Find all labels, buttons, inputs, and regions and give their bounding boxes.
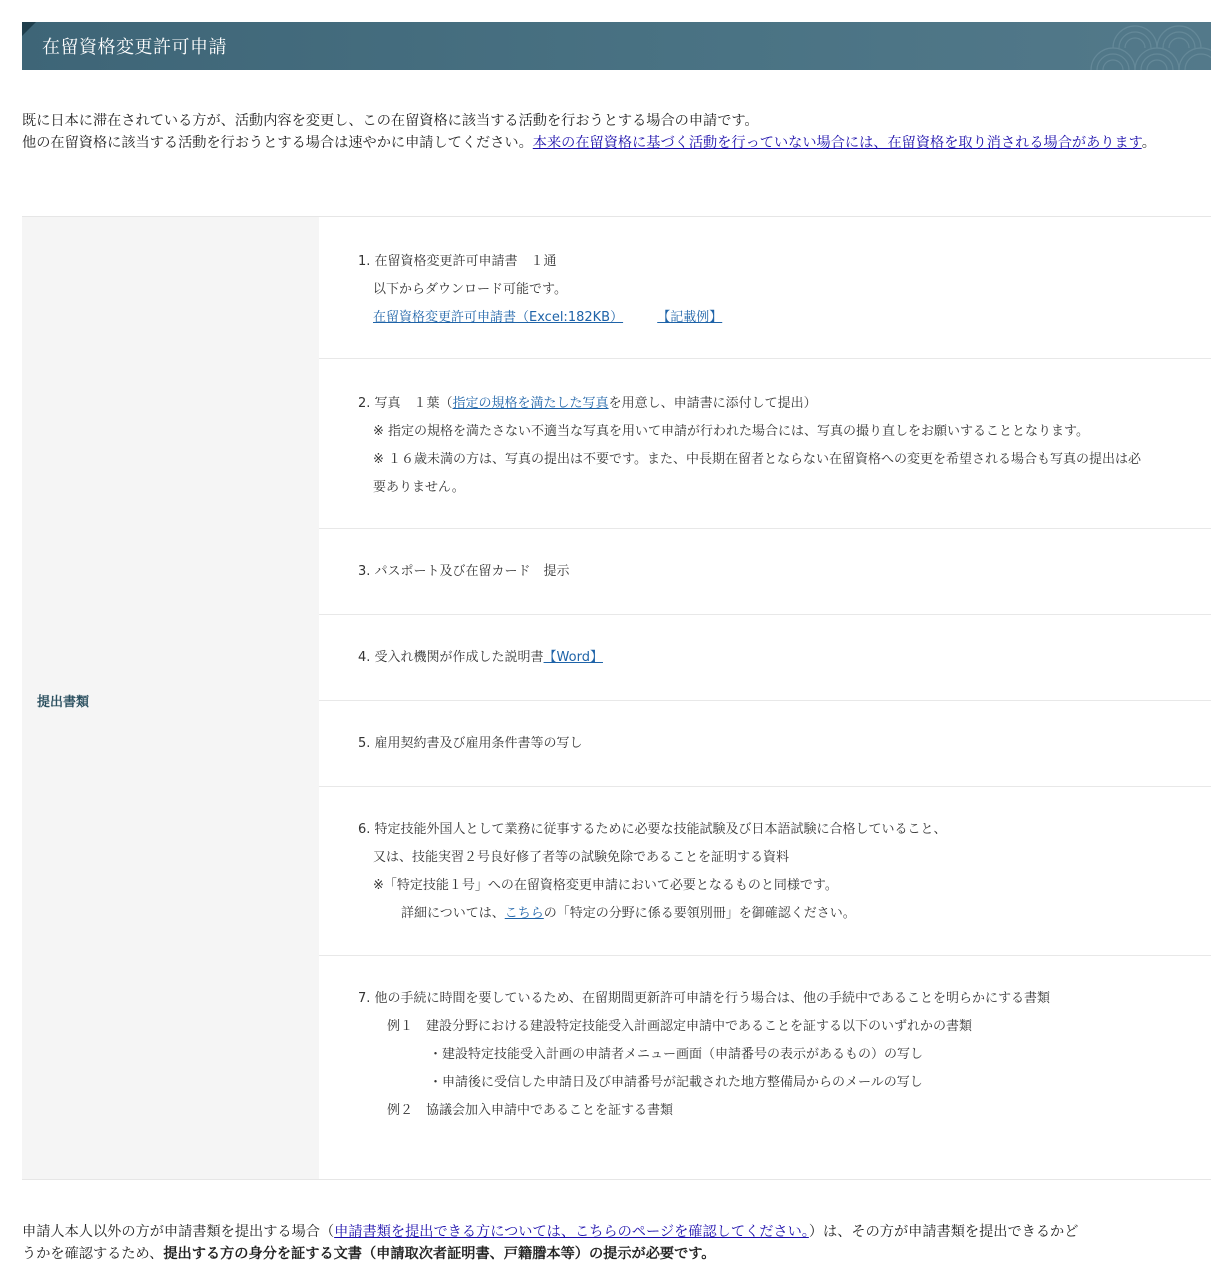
footer-line-2: うかを確認するため、提出する方の身分を証する文書（申請取次者証明書、戸籍謄本等）の提示が必要です。	[22, 1246, 716, 1262]
intro-line-2: 他の在留資格に該当する活動を行おうとする場合は速やかに申請してください。本来の在留資格に基づく活動を行っていない場合には、在留資格を取り消される場合があります。	[22, 135, 1156, 151]
document-item-7-example-1-b: ・申請後に受信した申請日及び申請番号が記載された地方整備局からのメールの写し	[429, 1075, 923, 1090]
submitter-info-link[interactable]: 申請書類を提出できる方については、こちらのページを確認してください。	[334, 1224, 809, 1240]
document-item-6-line-4: 詳細については、こちらの「特定の分野に係る要領別冊」を御確認ください。	[401, 906, 856, 921]
field-manual-link[interactable]: こちら	[504, 906, 544, 921]
document-item-3	[319, 529, 1211, 615]
document-item-1-sub: 以下からダウンロード可能です。	[373, 282, 567, 297]
document-item-7	[319, 956, 1211, 1181]
documents-table	[22, 216, 1211, 1180]
document-item-7-example-1: 例１ 建設分野における建設特定技能受入計画認定申請中であることを証する以下のいずれかの書類	[387, 1019, 973, 1034]
document-item-2-note-2: ※ １６歳未満の方は、写真の提出は不要です。また、中長期在留者とならない在留資格への変更を希望される場合も写真の提出は必	[373, 452, 1141, 467]
document-item-2-note-2-cont: 要ありません。	[373, 480, 465, 495]
document-item-7-example-1-a: ・建設特定技能受入計画の申請者メニュー画面（申請番号の表示があるもの）の写し	[429, 1047, 924, 1062]
intro-paragraph	[22, 110, 1212, 154]
document-item-4-text: 4. 受入れ機関が作成した説明書【Word】	[358, 650, 603, 665]
document-item-6-line-1: 6. 特定技能外国人として業務に従事するために必要な技能試験及び日本語試験に合格していること、	[358, 822, 947, 837]
document-item-5	[319, 701, 1211, 787]
section-header	[22, 22, 1211, 70]
document-item-5-text: 5. 雇用契約書及び雇用条件書等の写し	[358, 736, 583, 751]
document-item-3-text: 3. パスポート及び在留カード 提示	[358, 564, 570, 579]
document-item-1-text: 1. 在留資格変更許可申請書 １通	[358, 254, 557, 269]
document-item-2-text: 2. 写真 １葉（指定の規格を満たした写真を用意し、申請書に添付して提出）	[358, 396, 817, 411]
document-item-6-line-2: 又は、技能実習２号良好修了者等の試験免除であることを証明する資料	[373, 850, 790, 865]
document-item-6	[319, 787, 1211, 956]
document-item-6-line-3: ※「特定技能１号」への在留資格変更申請において必要となるものと同様です。	[373, 878, 838, 893]
documents-label: 提出書類	[37, 695, 90, 710]
application-form-download-link[interactable]: 在留資格変更許可申請書（Excel:182KB）	[373, 310, 624, 325]
document-item-2	[319, 359, 1211, 529]
footer-line-1: 申請人本人以外の方が申請書類を提出する場合（申請書類を提出できる方については、こちらのページを確認してください。）は、その方が申請書類を提出できるかど	[22, 1224, 1079, 1240]
word-download-link[interactable]: 【Word】	[543, 650, 603, 665]
example-download-link[interactable]: 【記載例】	[657, 310, 723, 325]
documents-list	[319, 217, 1211, 1179]
status-revocation-link[interactable]: 本来の在留資格に基づく活動を行っていない場合には、在留資格を取り消される場合があります	[532, 135, 1142, 151]
document-item-2-note-1: ※ 指定の規格を満たさない不適当な写真を用いて申請が行われた場合には、写真の撮り直しをお願いすることとなります。	[373, 424, 1089, 439]
documents-label-cell	[22, 217, 319, 1179]
wave-pattern-icon	[1081, 22, 1211, 70]
document-item-7-line-1: 7. 他の手続に時間を要しているため、在留期間更新許可申請を行う場合は、他の手続中であることを明らかにする書類	[358, 991, 1051, 1006]
document-item-7-example-2: 例２ 協議会加入申請中であることを証する書類	[387, 1103, 674, 1118]
footer-paragraph	[22, 1221, 1212, 1265]
header-corner-accent	[22, 22, 36, 36]
section-title: 在留資格変更許可申請	[42, 37, 227, 58]
document-item-4	[319, 615, 1211, 701]
identity-document-notice: 提出する方の身分を証する文書（申請取次者証明書、戸籍謄本等）の提示が必要です。	[163, 1246, 716, 1262]
photo-spec-link[interactable]: 指定の規格を満たした写真	[452, 396, 609, 411]
intro-line-1: 既に日本に滞在されている方が、活動内容を変更し、この在留資格に該当する活動を行おうとする場合の申請です。	[22, 113, 759, 129]
document-item-1	[319, 217, 1211, 359]
